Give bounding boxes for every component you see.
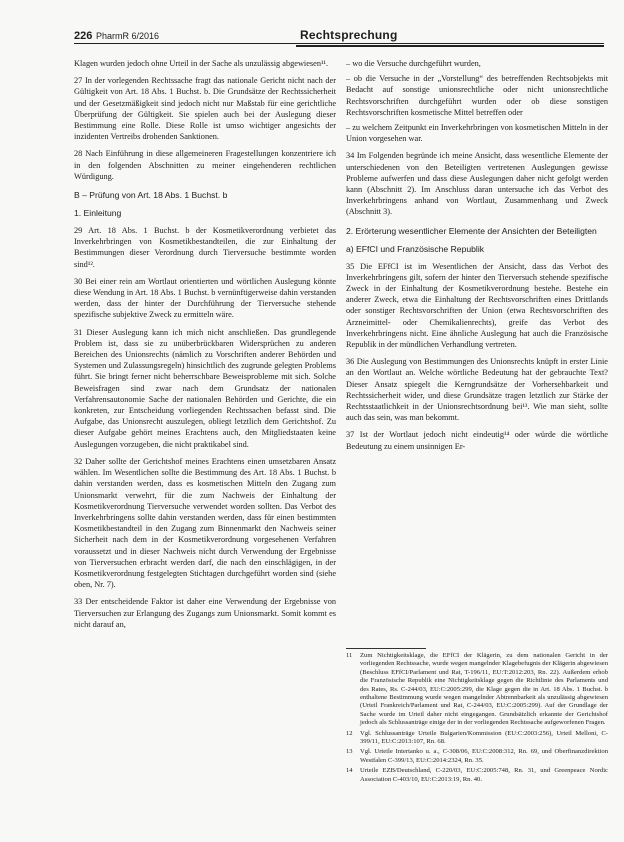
paragraph-30: 30 Bei einer rein am Wortlaut orientierten und wörtlichen Auslegung könnte diese Wendung in Art. 18 Abs. 1 Buchst. b vernünftigerweise dahin verstanden werden, dass der hinter der Durchführung der Tierversuche stehende spezifische subjektive Zweck zu ermitteln wäre. bbox=[74, 276, 336, 320]
footnote-number: 14 bbox=[346, 767, 353, 775]
section-title: Rechtsprechung bbox=[300, 28, 398, 42]
section-rule bbox=[296, 45, 604, 47]
heading-1: 1. Einleitung bbox=[74, 208, 122, 219]
paragraph-35: 35 Die EFfCI ist im Wesentlichen der Ansicht, dass das Verbot des Inverkehrbringens gilt, sofern der hinter den Tierversuch stehende spezifische Zweck in der Einhaltung der Kosmetikverordnung bestehe. Bestehe ein anderer Zweck, etwa die Einhaltung der Rechtsvorschriften eines Drittlands oder sonstiger Rechtsvorschriften der Union (etwa Rechtsvorschriften des Arzneimittel- oder Chemikalienrechts), greife das Verbot des Inverkehrbringens nicht. Eine ähnliche Auslegung hat auch die Französische Republik in der mündlichen Verhandlung vertreten. bbox=[346, 261, 608, 350]
footnote-text: Zum Nichtigkeitsklage, die EFfCI der Klägerin, zu dem nationalen Gericht in der vorliegenden Rechtssache, wurde wegen mangelnder Klagebefugnis der Klägerin abgewiesen (Beschluss EFfCI/Parlament und Rat, T-196/11, EU:T:2012:203, Rn. 22). Außerdem erhob die Französische Republik eine Nichtigkeitsklage gegen die Richtlinie des Parlaments und des Rates, Rs. C-244/03, EU:C:2005:299, die Klage gegen die in Art. 18 Abs. 1 Buchst. b enthaltene Bestimmung wurde wegen mangelnder Abtrennbarkeit als unzulässig abgewiesen (Urteil Frankreich/Parlament und Rat, C-244/03, EU:C:2005:299). Auf der Grundlage der Sache wurde im Urteil daher nicht eingegangen. Grundsätzlich erkannte der Gerichtshof jedoch als Schlussanträge einige der in der vorliegenden Rechtssache aufgeworfenen Fragen. bbox=[360, 652, 608, 727]
heading-a: a) EFfCI und Französische Republik bbox=[346, 243, 485, 254]
footnote-text: Urteile EZB/Deutschland, C-220/03, EU:C:2005:748, Rn. 31, und Greenpeace Nordic Association C-403/10, EU:C:2013:19, Rn. 40. bbox=[360, 767, 608, 783]
footnote bbox=[346, 652, 608, 728]
header-rule bbox=[74, 43, 604, 44]
heading-2: 2. Erörterung wesentlicher Elemente der Ansichten der Beteiligten bbox=[346, 225, 597, 236]
paragraph-31: 31 Dieser Auslegung kann ich mich nicht anschließen. Das grundlegende Problem ist, dass sie zu unüberbrückbaren Widersprüchen zu anderen Bereichen des Unionsrechts (nämlich zu Vorschriften anderer Behörden und Systemen und Zulassungsregeln) hinsichtlich des zugrunde gelegten Problems führt. Sie bringt ferner nicht beherrschbare Beweisprobleme mit sich. Solche Beweisfragen sind zwar nach dem Grundsatz der nationalen Verfahrensautonomie Sache der nationalen Behörden und Gerichte, die ein konkreten, zur Entscheidung vorliegenden Rechtssachen befasst sind. Die Aufgabe, das Unionsrecht auszulegen, obliegt letztlich dem Gerichtshof. Zu dieser Aufgabe gehört meines Erachtens auch, den Mitgliedstaaten keine Auslegungen vorzugeben, die nicht praktikabel sind. bbox=[74, 327, 336, 449]
paragraph-37: 37 Ist der Wortlaut jedoch nicht eindeutig¹⁴ oder würde die wörtliche Bedeutung zu einem unsinnigen Er- bbox=[346, 430, 608, 451]
page-number: 226 bbox=[74, 30, 93, 42]
left-column bbox=[74, 58, 336, 636]
footnote bbox=[346, 767, 608, 784]
paragraph-28: 28 Nach Einführung in diese allgemeineren Fragestellungen konzentriere ich in den folgenden Abschnitten zu meiner eingehenderen rechtlichen Würdigung. bbox=[74, 149, 336, 181]
page-header bbox=[74, 30, 604, 50]
paragraph-intro: Klagen wurden jedoch ohne Urteil in der Sache als unzulässig abgewiesen¹¹. bbox=[74, 59, 329, 68]
paragraph-32: 32 Daher sollte der Gerichtshof meines Erachtens einen umsetzbaren Ansatz wählen. Im Wesentlichen sollte die Bestimmung des Art. 18 Abs. 1 Buchst. b dahin verstanden werden, dass es kosmetischen Mitteln den Zugang zum Unionsmarkt verwehrt, für die zum Nachweis der Einhaltung der Kosmetikverordnung Tierversuche verwendet worden sollten. Das Verbot des Inverkehrbringens sollte dahin verstanden werden, dass für einen bestimmten Kosmetikbestandteil in den Zugang zum Binnenmarkt den Nachweis seiner Sicherheit nach dem in der Kosmetikverordnung vorgesehenen Verfahren voraussetzt und in dieser Nachweis nicht durch Verwendung der Ergebnisse von Tierversuchen erbracht werden darf, die nach den einschlägigen, in der Kosmetikverordnung festgelegten Stichtagen durchgeführt worden sind (siehe oben, Nr. 7). bbox=[74, 456, 336, 590]
bullet-list bbox=[346, 58, 608, 144]
footnote-number: 12 bbox=[346, 729, 353, 737]
paragraph-34: 34 Im Folgenden begründe ich meine Ansicht, dass wesentliche Elemente der unterschiedenen von den Beteiligten vertretenen Auslegungen gewisse Probleme aufwerfen und dass diese Auslegungen daher nicht gefolgt werden kann (Abschnitt 2). Im Anschluss daran untersuche ich das Verbot des Inverkehrbringens anhand von Wortlaut, Zusammenhang und Zweck (Abschnitt 3). bbox=[346, 151, 608, 217]
paragraph-36: 36 Die Auslegung von Bestimmungen des Unionsrechts knüpft in erster Linie an den Wortlaut an. Welche wörtliche Bedeutung hat der gebrauchte Text? Dieser Ansatz spiegelt die Kerngrundsätze der Vorhersehbarkeit und Rechtssicherheit wider, und diese Grundsätze tragen letztlich zur Stärke der Rechtsstaatlichkeit in der Unionsrechtsordnung bei¹³. Wie man sieht, sollte auch das sein, was man bekommt. bbox=[346, 357, 608, 423]
paragraph-29: 29 Art. 18 Abs. 1 Buchst. b der Kosmetikverordnung verbietet das Inverkehrbringen von Kosmetikbestandteilen, die zur Einhaltung der Bestimmungen dieser Verordnung durch Tierversuche bestimmte worden sind¹². bbox=[74, 226, 336, 269]
bullet-item: – zu welchem Zeitpunkt ein Inverkehrbringen von kosmetischen Mitteln in der Union vorgesehen war. bbox=[346, 123, 608, 144]
paragraph-27: 27 In der vorlegenden Rechtssache fragt das nationale Gericht nicht nach der Gültigkeit von Art. 18 Abs. 1 Buchst. b. Die Grundsätze der Rechtssicherheit und der Gesetzmäßigkeit sind jedoch nicht nur Maßstab für eine gerichtliche Überprüfung der Gültigkeit. Sie spielen auch bei der Auslegung dieser Bestimmung eine Rolle. Diese Rolle ist umso wichtiger angesichts der inzidenten Vertreibs drohenden Sanktionen. bbox=[74, 76, 336, 142]
footnote-rule bbox=[346, 648, 426, 649]
footnote bbox=[346, 748, 608, 765]
footnotes bbox=[346, 652, 608, 786]
footnote bbox=[346, 730, 608, 747]
heading-b: B – Prüfung von Art. 18 Abs. 1 Buchst. b bbox=[74, 190, 228, 201]
bullet-item: – ob die Versuche in der „Vorstellung“ des betreffenden Rechtsobjekts mit Bedacht auf sonstige unionsrechtliche oder nicht unionsrechtliche Rechtsvorschriften durchgeführt wurden oder ob diese sonstigen Rechtsvorschriften kosmetische Mittel betreffen oder bbox=[346, 74, 608, 117]
footnote-text: Vgl. Urteile Intertanko u. a., C-308/06, EU:C:2008:312, Rn. 69, und Oberfinanzdirektion Westfalen C-399/13, EU:C:2014:2324, Rn. 35. bbox=[360, 748, 608, 764]
footnote-number: 11 bbox=[346, 652, 353, 659]
journal-name: PharmR 6/2016 bbox=[96, 31, 160, 41]
paragraph-33: 33 Der entscheidende Faktor ist daher eine Verwendung der Ergebnisse von Tierversuchen zur Erlangung des Zugangs zum Unionsmarkt. Somit kommt es nicht darauf an, bbox=[74, 597, 336, 629]
footnote-text: Vgl. Schlussanträge Urteile Bulgarien/Kommission (EU:C:2003:256), Urteil Melloni, C-399/11, EU:C:2013:107, Rn. 68. bbox=[360, 729, 608, 746]
bullet-item: – wo die Versuche durchgeführt wurden, bbox=[346, 59, 481, 68]
footnote-number: 13 bbox=[346, 748, 353, 756]
right-column bbox=[346, 58, 608, 458]
